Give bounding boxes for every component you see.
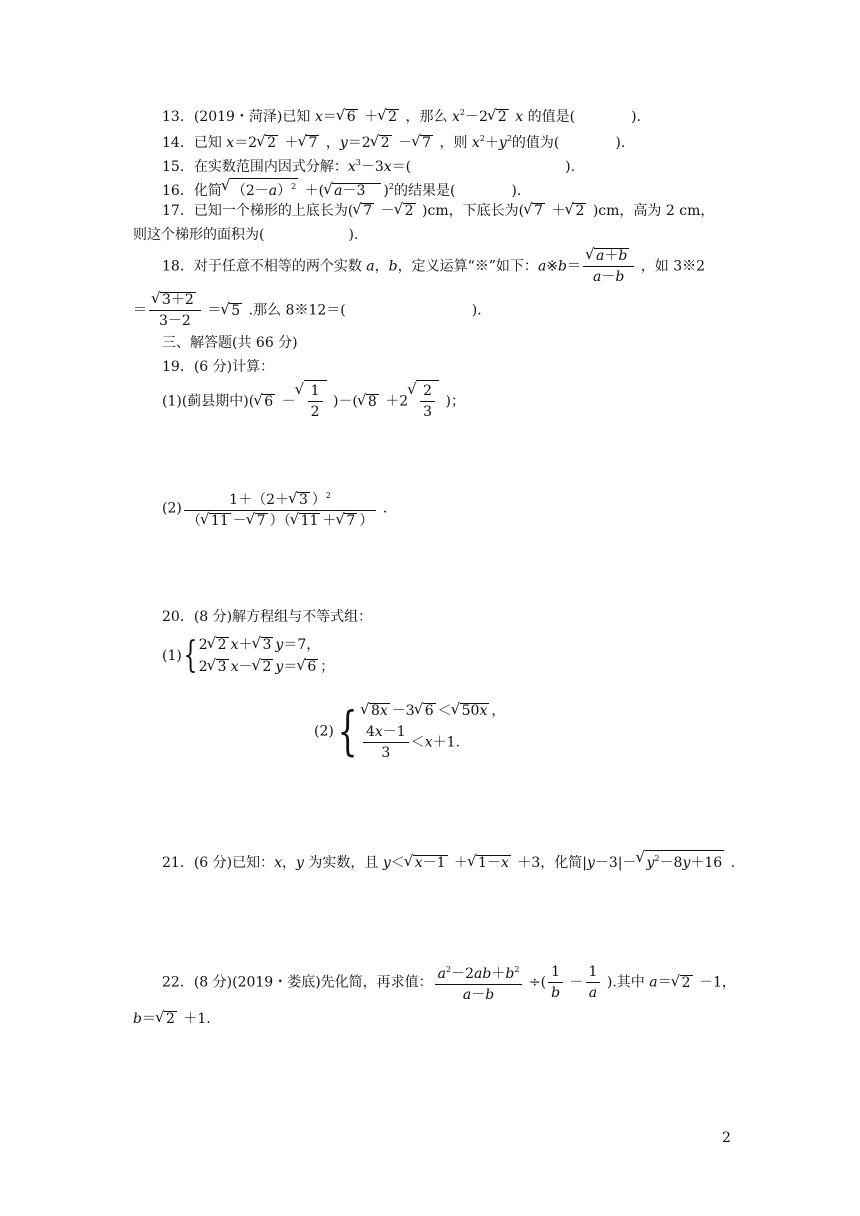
question-20: 20．(8 分)解方程组与不等式组： xyxy=(162,609,373,625)
question-22-continued: b＝√ 2 ＋1. xyxy=(133,1010,211,1028)
question-21: 21．(6 分)已知：x，y 为实数，且 y＜√ x－1 ＋√ 1－x ＋3，化简|y－3|－√ $y^2-8y+16$ . xyxy=(162,850,735,872)
question-19: 19．(6 分)计算： xyxy=(162,359,275,375)
inequality-1: √ 8x －3√ 6 ＜√ 50x ， xyxy=(361,700,505,722)
equation-2: 2√ 3 x－√ 2 y＝√ 6 ； xyxy=(199,656,335,678)
section-title: 三、解答题(共 66 分) xyxy=(162,335,298,351)
question-17-continued: 则这个梯形的面积为( ). xyxy=(133,227,359,243)
question-13: 13．(2019・菏泽)已知 x＝√ 6 ＋√ 2 ，那么 $x^2-2√$ 2 x 的值是( ). xyxy=(162,104,641,126)
page-number: 2 xyxy=(722,1130,731,1146)
question-19-part-1: (1)(蓟县期中)(√ 6 － √ $\frac{1}{2}$ )－(√ 8 ＋2 √ $\frac{2}{3}$ )； xyxy=(162,380,465,422)
question-18: 18．对于任意不相等的两个实数 a，b，定义运算“※”如下：a※b＝ √ $\frac{a+b}{a-b}$ ，如 3※2 xyxy=(162,246,705,287)
question-14: 14．已知 x＝2√ 2 ＋√ 7 ，y＝2√ 2 －√ 7 ，则 $x^2+y^2$的值为( ). xyxy=(162,130,625,152)
question-15: 15．在实数范围内因式分解：$x^3-3x=$( ). xyxy=(162,158,576,175)
fraction-operation-def: √ $\frac{a+b}{a-b}$ xyxy=(583,246,634,287)
question-20-part-1: (1){ 2√ 2 x＋√ 3 y＝7， 2√ 3 x－√ 2 y＝√ 6 ； xyxy=(162,634,334,678)
question-17: 17．已知一个梯形的上底长为(√ 7 －√ 2 )cm，下底长为(√ 7 ＋√ 2 )cm，高为 2 cm， xyxy=(162,202,714,220)
question-19-part-2: (2) $\frac{1+(2+√ 3 )^2}{(√ 11 -√ 7 )(√ 11 +√ 7 )}$ . xyxy=(162,486,387,531)
fraction-example: √ $\frac{3+2}{3-2}$ xyxy=(149,290,201,331)
inequality-2: $\frac{4x-1}{3}$ ＜x＋1. xyxy=(361,722,505,763)
question-22: 22．(8 分)(2019・娄底)先化简，再求值： $\frac{a^2-2ab+b^2}{a-b}$ ÷( $\frac{1}{b}$ － $\frac{1}{a}$ ).其中 a＝√ 2 －1， xyxy=(162,960,736,1005)
question-20-part-2: (2){ √ 8x －3√ 6 ＜√ 50x ， $\frac{4x-1}{3}$ ＜x＋1. xyxy=(314,700,505,763)
equation-1: 2√ 2 x＋√ 3 y＝7， xyxy=(199,634,335,656)
question-18-continued: ＝ √ $\frac{3+2}{3-2}$ ＝√ 5 .那么 8※12＝( ). xyxy=(133,290,482,331)
question-16: 16．化简√ $(2-a)^2$ ＋(√ a－3 )$^2$的结果是( ). xyxy=(162,178,521,200)
